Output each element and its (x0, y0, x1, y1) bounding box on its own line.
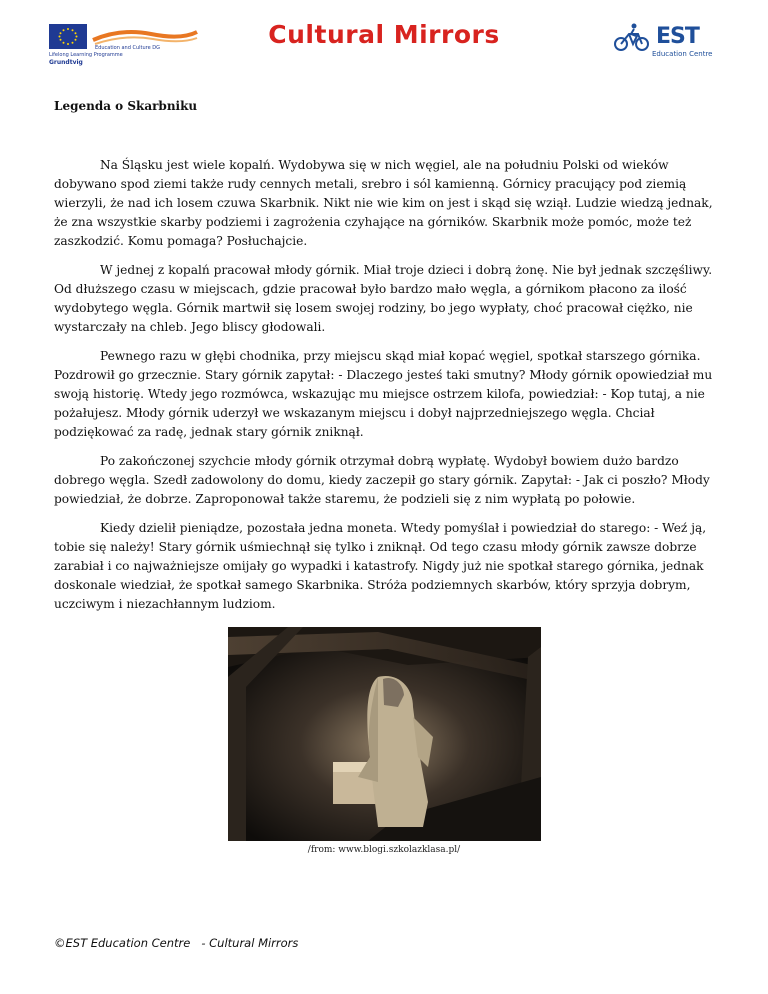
eu-programme-name: Grundtvig (49, 59, 83, 66)
page-header (0, 0, 768, 80)
paragraph: Kiedy dzielił pieniądze, pozostała jedna moneta. Wtedy pomyślał i powiedział do starego: - Weź ją, tobie się należy! Stary górnik uśmiechnął się tylko i zniknął. Od tego czasu młody górnik zawsze dobrze zarabiał i co najważniejsze omijały go wypadki i katastrofy. Nigdy już nie spotkał starego górnika, jednak doskonale wiedział, że spotkał samego Skarbnika. Stróża podziemnych skarbów, który sprzyja dobrym, uczciwym i niezachłannym ludziom. (54, 521, 707, 611)
paragraph: Pewnego razu w głębi chodnika, przy miejscu skąd miał kopać węgiel, spotkał starszego górnika. Pozdrowił go grzecznie. Stary górnik zapytał: - Dlaczego jesteś taki smutny? Młody górnik opowiedział mu swoją historię. Wtedy jego rozmówca, wskazując mu miejsce ostrzem kilofa, powiedział: - Kop tutaj, a nie pożałujesz. Młody górnik uderzył we wskazanym miejscu i dobył najprzedniejszego węgla. Chciał podziękować za radę, jednak stary górnik zniknął. (54, 349, 713, 439)
brand-title: Cultural Mirrors (268, 20, 500, 49)
eu-programme-label: Lifelong Learning Programme (49, 52, 123, 58)
document-title: Legenda o Skarbniku (54, 99, 198, 113)
paragraph: Na Śląsku jest wiele kopalń. Wydobywa się w nich węgiel, ale na południu Polski od wieków dobywano spod ziemi także rudy cennych metali, srebro i sól kamienną. Górnicy pracujący pod ziemią wierzyli, że nad ich losem czuwa Skarbnik. Nikt nie wie kim on jest i skąd się wziął. Ludzie wiedzą jednak, że zna wszystkie skarby podziemi i zagrożenia czyhające na górników. Skarbnik może pomóc, może też zaszkodzić. Komu pomaga? Posłuchajcie. (54, 158, 713, 248)
cyclist-icon (612, 22, 652, 52)
page-footer: ©EST Education Centre - Cultural Mirrors (54, 936, 299, 950)
photo-caption: /from: www.blogi.szkolazklasa.pl/ (307, 845, 461, 855)
est-education-centre-logo (612, 20, 712, 62)
paragraph: Po zakończonej szychcie młody górnik otrzymał dobrą wypłatę. Wydobył bowiem dużo bardzo dobrego węgla. Szedł zadowolony do domu, kiedy zaczepił go stary górnik. Zapytał: - Jak ci poszło? Młody powiedział, że dobrze. Zaproponował także staremu, że podzieli się z nim wypłatą po połowie. (54, 454, 710, 506)
est-logo-text: EST (656, 24, 699, 49)
skarbnik-mine-photo (228, 627, 541, 841)
document-body (54, 156, 718, 624)
eu-dg-label: Education and Culture DG (95, 45, 160, 51)
paragraph: W jednej z kopalń pracował młody górnik. Miał troje dzieci i dobrą żonę. Nie był jednak szczęśliwy. Od dłuższego czasu w miejscach, gdzie pracował było bardzo mało węgla, a górnikom płacono za ilość wydobytego węgla. Górnik martwił się losem swojej rodziny, bo jego wypłaty, choć pracował ciężko, nie wystarczały na chleb. Jego bliscy głodowali. (54, 263, 713, 334)
est-logo-subtitle: Education Centre (652, 50, 713, 58)
